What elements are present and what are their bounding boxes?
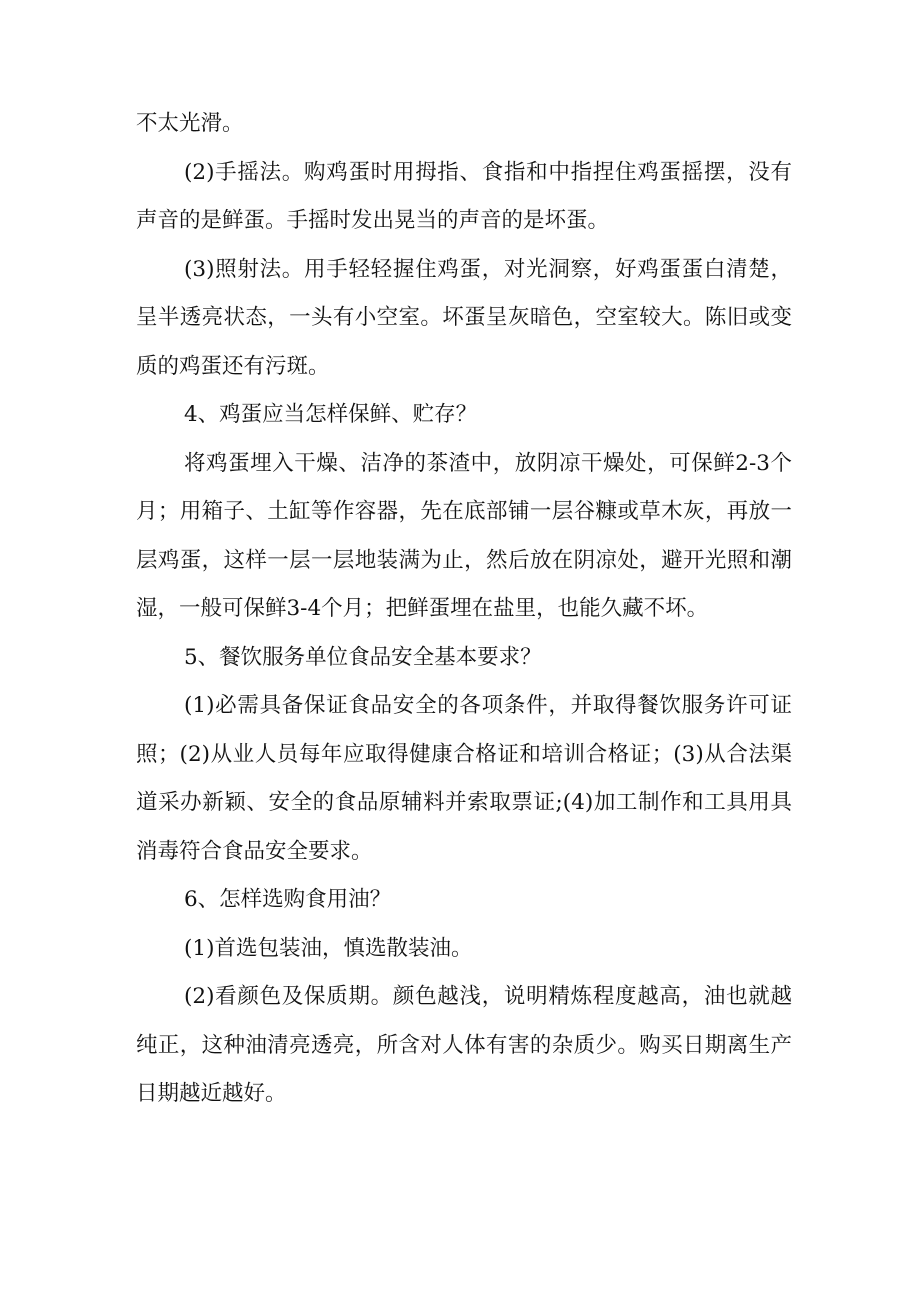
heading-egg-storage: 4、鸡蛋应当怎样保鲜、贮存？ xyxy=(184,402,478,427)
heading-food-safety-requirements: 5、餐饮服务单位食品安全基本要求？ xyxy=(184,644,542,670)
paragraph-oil-color-shelf-life: (2)看颜色及保质期。颜色越浅，说明精炼程度越高，油也就越纯正，这种油清亮透亮，所含对人体有害的杂质少。购买日期离生产日期越近越好。 xyxy=(136,984,792,1106)
paragraph-continuation: 不太光滑。 xyxy=(136,111,244,136)
paragraph-egg-storage: 将鸡蛋埋入干燥、洁净的茶渣中，放阴凉干燥处，可保鲜2-3个月；用箱子、土缸等作容器，先在底部铺一层谷糠或草木灰，再放一层鸡蛋，这样一层一层地装满为止，然后放在阴凉处，避开光照和潮湿，一般可保鲜3-4个月；把鲜蛋埋在盐里，也能久藏不坏。 xyxy=(136,450,792,621)
paragraph-packaged-oil: (1)首选包装油，慎选散装油。 xyxy=(184,935,473,961)
paragraph-shake-method: (2)手摇法。购鸡蛋时用拇指、食指和中指捏住鸡蛋摇摆，没有声音的是鲜蛋。手摇时发出晃当的声音的是坏蛋。 xyxy=(136,159,792,233)
document-body xyxy=(136,100,792,1119)
paragraph-food-safety-requirements: (1)必需具备保证食品安全的各项条件，并取得餐饮服务许可证照；(2)从业人员每年应取得健康合格证和培训合格证；(3)从合法渠道采办新颖、安全的食品原辅料并索取票证;(4)加工制作和工具用具消毒符合食品安全要求。 xyxy=(136,693,792,864)
paragraph-light-method: (3)照射法。用手轻轻握住鸡蛋，对光洞察，好鸡蛋蛋白清楚，呈半透亮状态，一头有小空室。坏蛋呈灰暗色，空室较大。陈旧或变质的鸡蛋还有污斑。 xyxy=(136,256,792,379)
heading-choose-cooking-oil: 6、怎样选购食用油？ xyxy=(184,887,392,912)
